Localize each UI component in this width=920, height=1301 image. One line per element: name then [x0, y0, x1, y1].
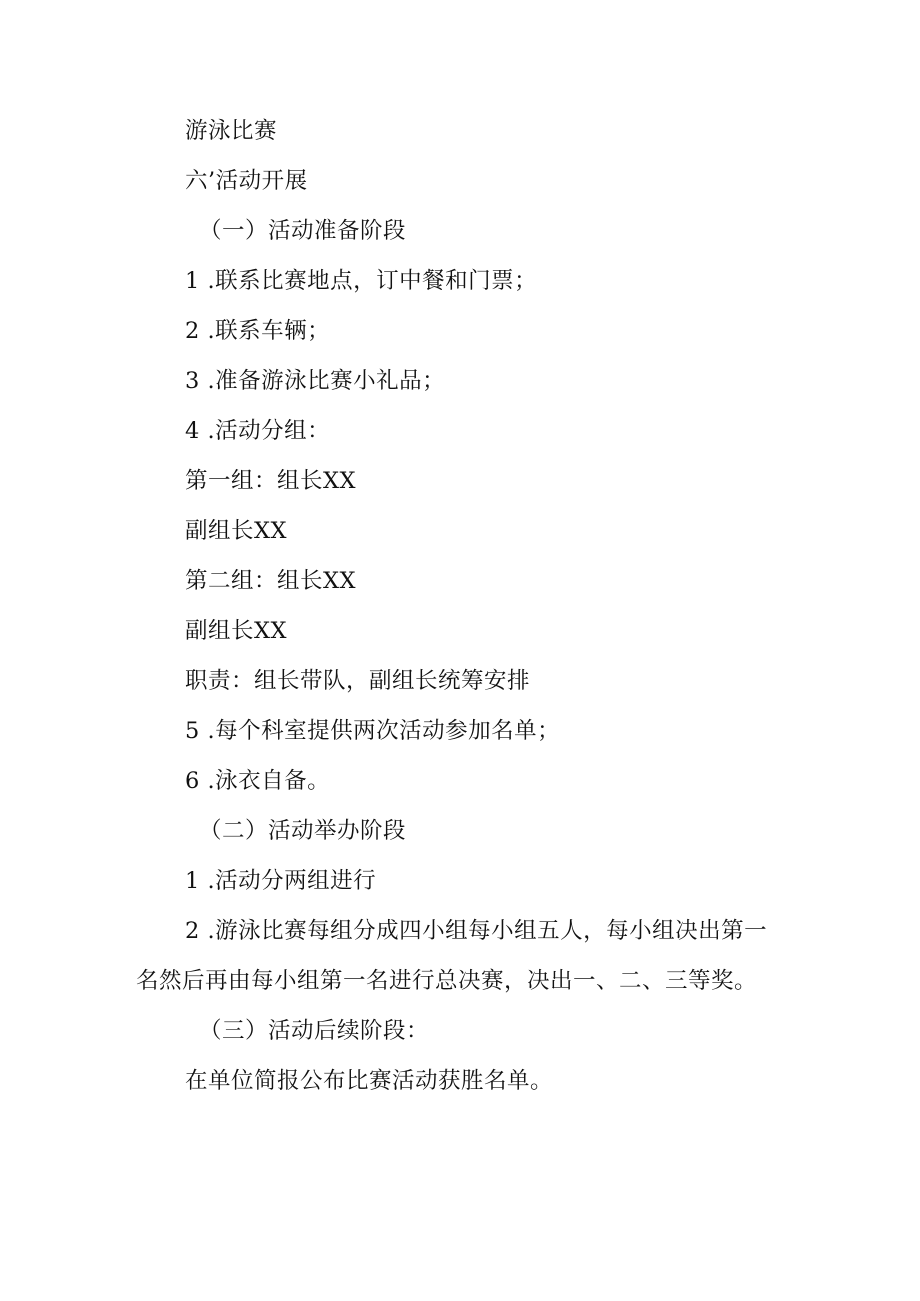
- subsection-hold-heading: （二）活动举办阶段: [199, 818, 407, 844]
- hold-item-2-line-2: 名然后再由每小组第一名进行总决赛，决出一、二、三等奖。: [136, 968, 758, 994]
- subsection-prep-heading: （一）活动准备阶段: [199, 218, 407, 244]
- prep-item-3: 3 .准备游泳比赛小礼品；: [185, 368, 446, 394]
- hold-item-2-line-1: 2 .游泳比赛每组分成四小组每小组五人，每小组决出第一: [185, 918, 768, 944]
- prep-item-2: 2 .联系车辆；: [185, 318, 331, 344]
- prep-item-6: 6 .泳衣自备。: [185, 768, 331, 794]
- group-1-deputy: 副组长XX: [185, 518, 288, 544]
- prep-item-4: 4 .活动分组：: [185, 418, 331, 444]
- group-1-leader: 第一组：组长XX: [185, 468, 357, 494]
- prep-item-1: 1 .联系比赛地点，订中餐和门票；: [185, 268, 538, 294]
- followup-text: 在单位简报公布比赛活动获胜名单。: [185, 1068, 554, 1094]
- duties-text: 职责：组长带队，副组长统筹安排: [185, 668, 531, 694]
- prep-item-5: 5 .每个科室提供两次活动参加名单；: [185, 718, 561, 744]
- section-heading-activity: 六’活动开展: [185, 168, 308, 194]
- group-2-leader: 第二组：组长XX: [185, 568, 357, 594]
- hold-item-1: 1 .活动分两组进行: [185, 868, 377, 894]
- group-2-deputy: 副组长XX: [185, 618, 288, 644]
- section-heading-swimming: 游泳比赛: [185, 118, 278, 144]
- subsection-followup-heading: （三）活动后续阶段：: [199, 1018, 430, 1044]
